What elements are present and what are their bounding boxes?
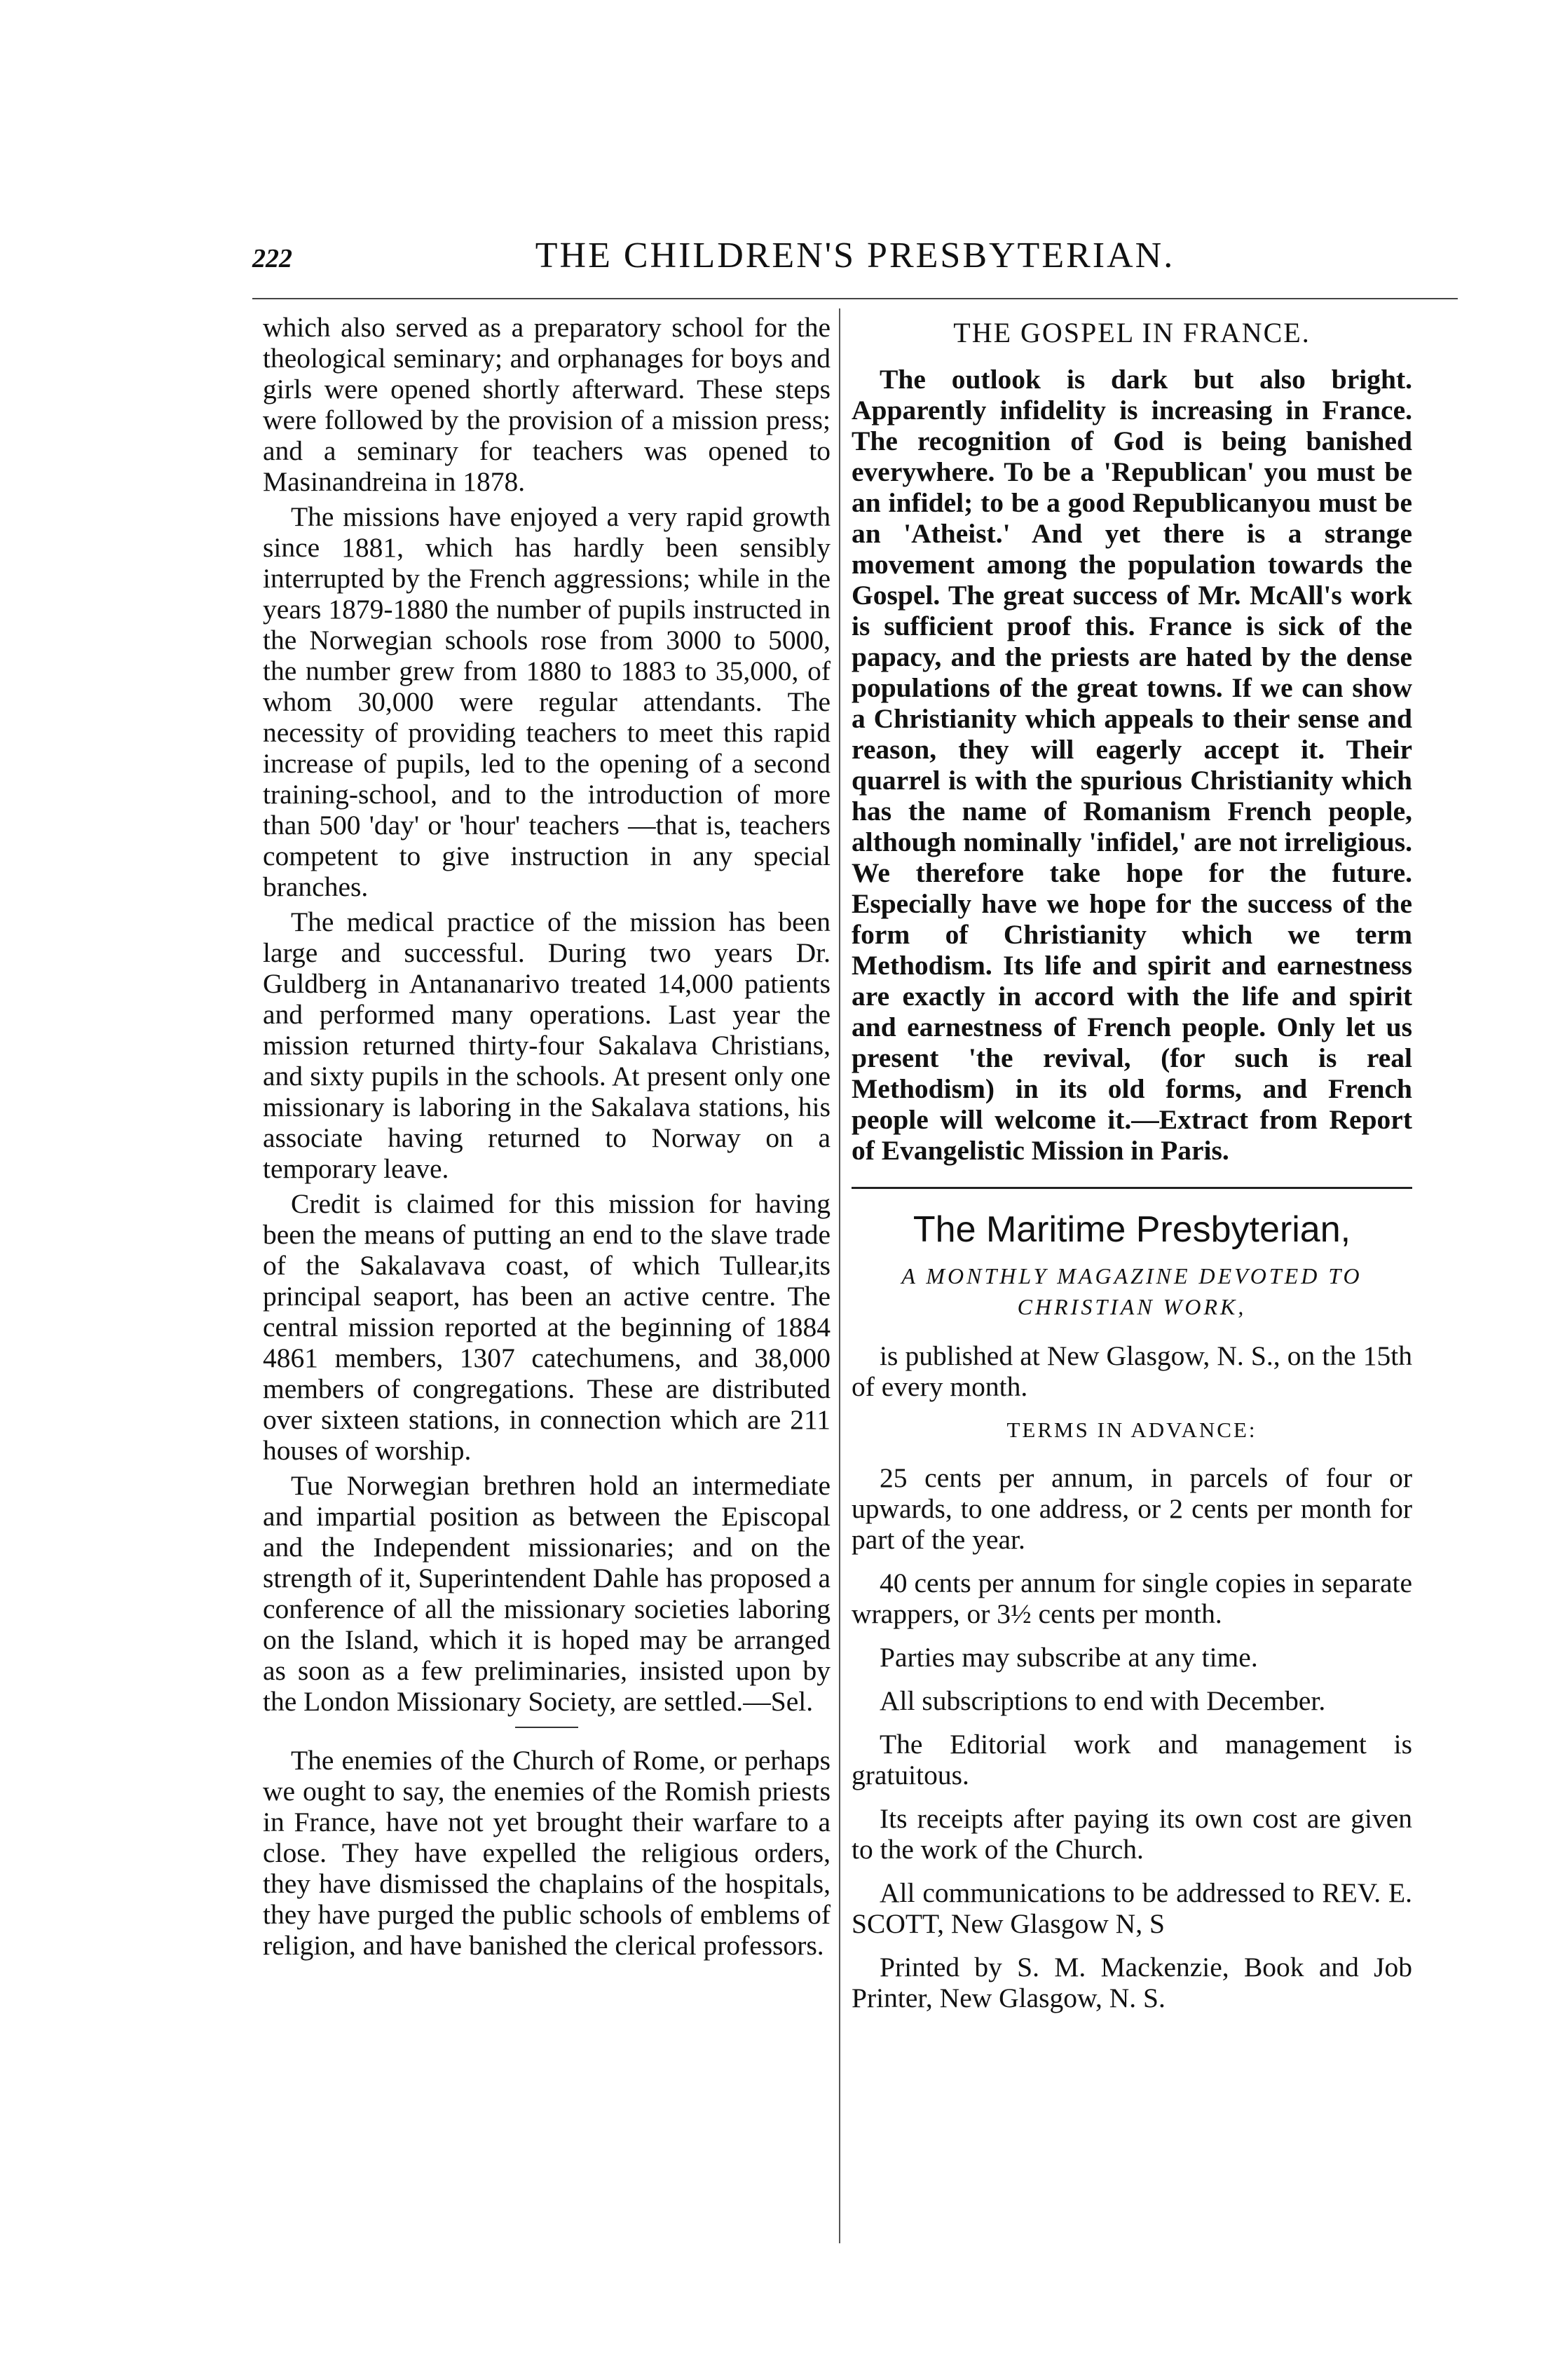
notice-item: Parties may subscribe at any time.: [880, 1642, 1258, 1673]
publication-notice: is published at New Glasgow, N. S., on the 15th of every month.: [852, 1340, 1412, 1402]
notice-item: 40 cents per annum for single copies in separate wrappers, or 3½ cents per month.: [852, 1568, 1412, 1629]
notice-item: All communications to be addressed to REV. E. SCOTT, New Glasgow N, S: [852, 1877, 1412, 1939]
paragraph-missions-growth: The missions have enjoyed a very rapid growth since 1881, which has hardly been sensibly interrupted by the French aggressions; while in the years 1879-1880 the number of pupils instructed in the Norwegian schools rose from 3000 to 5000, the number grew from 1880 to 1883 to 35,000, of whom 30,000 were regular attendants. The necessity of providing teachers to meet this rapid increase of pupils, led to the opening of a second training-school, and to the introduction of more than 500 'day' or 'hour' teachers —that is, teachers competent to give instruction in any special branches.: [263, 501, 831, 902]
article-title: THE GOSPEL IN FRANCE.: [953, 317, 1311, 348]
running-title: THE CHILDREN'S PRESBYTERIAN.: [535, 236, 1175, 276]
notice-item: The Editorial work and management is gratuitous.: [852, 1729, 1412, 1790]
header-rule: [252, 298, 1458, 299]
section-rule: [852, 1187, 1412, 1189]
page-number: 222: [252, 244, 292, 273]
paragraph-norwegian-brethren: Tue Norwegian brethren hold an intermediate and impartial position as between the Episcopal and the Independent missionaries; and on the strength of it, Superintendent Dahle has proposed a conference of all the missionary societies laboring on the Island, which it is hoped may be arranged as soon as a few preliminaries, insisted upon by the London Missionary Society, are settled.—Sel.: [263, 1470, 831, 1717]
right-column: [852, 312, 1412, 2026]
paragraph-continuation: which also served as a preparatory school for the theological seminary; and orphanages for boys and girls were opened shortly afterward. These steps were followed by the provision of a mission press; and a seminary for teachers was opened to Masinandreina in 1878.: [263, 312, 831, 497]
notice-item: All subscriptions to end with December.: [880, 1685, 1326, 1716]
masthead: The Maritime Presbyterian,: [913, 1209, 1351, 1250]
short-rule: [515, 1727, 578, 1728]
terms-heading: TERMS IN ADVANCE:: [1006, 1417, 1257, 1442]
paragraph-church-of-rome: The enemies of the Church of Rome, or perhaps we ought to say, the enemies of the Romish priests in France, have not yet brought their warfare to a close. They have expelled the religious orders, they have dismissed the chaplains of the hospitals, they have purged the public schools of emblems of religion, and have banished the clerical professors.: [263, 1745, 831, 1961]
column-divider: [839, 308, 840, 2243]
notice-item: Its receipts after paying its own cost are given to the work of the Church.: [852, 1803, 1412, 1865]
article-body: The outlook is dark but also bright. Apparently infidelity is increasing in France. The recognition of God is being banished everywhere. To be a 'Republican' you must be an infidel; to be a good Republicanyou must be an 'Atheist.' And yet there is a strange movement among the population towards the Gospel. The great success of Mr. McAll's work is sufficient proof this. France is sick of the papacy, and the priests are hated by the dense populations of the great towns. If we can show a Christianity which appeals to their sense and reason, they will eagerly accept it. Their quarrel is with the spurious Christianity which has the name of Romanism French people, although nominally 'infidel,' are not irreligious. We therefore take hope for the future. Especially have we hope for the success of the form of Christianity which we term Methodism. Its life and spirit and earnestness are exactly in accord with the life and spirit and earnestness of French people. Only let us present 'the revival, (for such is real Methodism) in its old forms, and French people will welcome it.—Extract from Report of Evangelistic Mission in Paris.: [852, 364, 1412, 1166]
paragraph-slave-trade: Credit is claimed for this mission for having been the means of putting an end to the slave trade of the Sakalavava coast, of which Tullear,its principal seaport, has been an active centre. The central mission reported at the beginning of 1884 4861 members, 1307 catechumens, and 38,000 members of congregations. These are distributed over sixteen stations, in connection which are 211 houses of worship.: [263, 1188, 831, 1466]
left-column: [263, 312, 831, 1965]
paragraph-medical-practice: The medical practice of the mission has been large and successful. During two years Dr. Guldberg in Antananarivo treated 14,000 patients and performed many operations. Last year the mission returned thirty-four Sakalava Christians, and sixty pupils in the schools. At present only one missionary is laboring in the Sakalava stations, his associate having returned to Norway on a temporary leave.: [263, 906, 831, 1184]
page-header: [252, 235, 1458, 284]
notice-item: 25 cents per annum, in parcels of four or upwards, to one address, or 2 cents per month for part of the year.: [852, 1462, 1412, 1555]
printer-credit: Printed by S. M. Mackenzie, Book and Job Printer, New Glasgow, N. S.: [852, 1952, 1412, 2013]
tagline: A MONTHLY MAGAZINE DEVOTED TO CHRISTIAN WORK,: [901, 1263, 1362, 1319]
